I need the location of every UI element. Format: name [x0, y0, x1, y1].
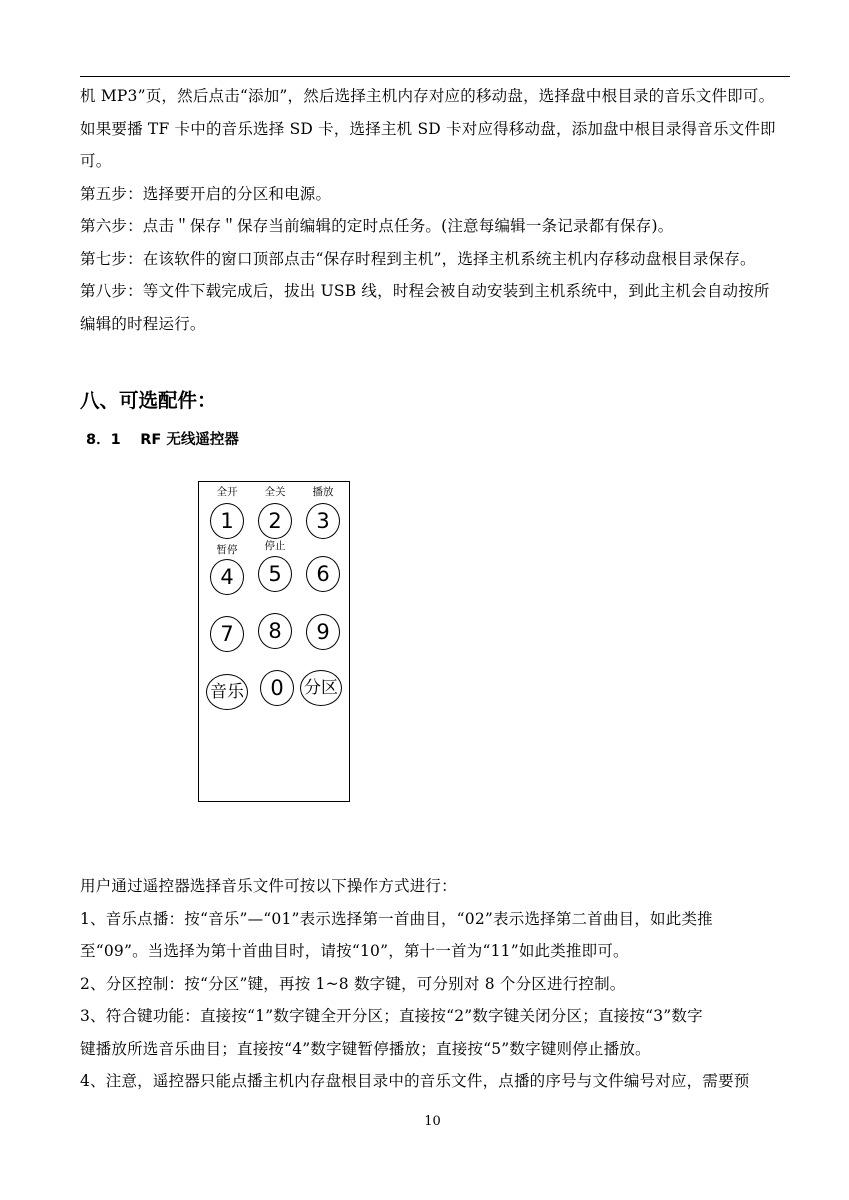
text-line: 可。	[80, 152, 112, 170]
step-eight: 第八步：等文件下载完成后，拔出 USB 线，时程会被自动安装到主机系统中，到此主机会自动按所	[80, 282, 770, 300]
step-seven: 第七步：在该软件的窗口顶部点击“保存时程到主机”，选择主机系统主机内存移动盘根目录保存。	[80, 249, 756, 268]
key-2: 2	[258, 503, 292, 539]
key-5: 5	[258, 556, 292, 592]
key-label-pause: 暂停	[216, 544, 238, 556]
key-3: 3	[306, 503, 340, 539]
text-line: 至“09”。当选择为第十首曲目时，请按“10”，第十一首为“11”如此类推即可。	[80, 942, 629, 960]
key-4: 4	[210, 559, 244, 595]
intro-paragraphs	[80, 80, 796, 340]
key-label-play: 播放	[312, 486, 334, 498]
header-rule	[80, 76, 790, 77]
text-line: 如果要播 TF 卡中的音乐选择 SD 卡，选择主机 SD 卡对应得移动盘，添加盘中根目录得音乐文件即	[80, 119, 776, 138]
key-0: 0	[260, 670, 294, 706]
key-zone: 分区	[300, 670, 342, 706]
key-1: 1	[210, 503, 244, 539]
key-8: 8	[258, 613, 292, 649]
key-label-stop: 停止	[264, 540, 286, 552]
item-zone-control: 2、分区控制：按“分区”键，再按 1~8 数字键，可分别对 8 个分区进行控制。	[80, 974, 626, 993]
key-music: 音乐	[206, 674, 248, 710]
key-9: 9	[306, 614, 340, 650]
section-heading: 八、可选配件：	[80, 389, 217, 412]
remote-control-diagram	[198, 481, 350, 802]
operations-intro: 用户通过遥控器选择音乐文件可按以下操作方式进行：	[80, 877, 457, 895]
page-number: 10	[424, 1114, 441, 1129]
operation-paragraphs	[80, 870, 796, 1098]
step-six: 第六步：点击＂保存＂保存当前编辑的定时点任务。(注意每编辑一条记录都有保存)。	[80, 217, 674, 235]
text-line: 机 MP3”页，然后点击“添加”，然后选择主机内存对应的移动盘，选择盘中根目录的音乐文件即可。	[80, 87, 775, 105]
text-line: 编辑的时程运行。	[80, 314, 206, 333]
item-music-select: 1、音乐点播：按“音乐”—“01”表示选择第一首曲目，“02”表示选择第二首曲目，如此类推	[80, 909, 713, 928]
item-note: 4、注意，遥控器只能点播主机内存盘根目录中的音乐文件，点播的序号与文件编号对应，需要预	[80, 1072, 750, 1090]
key-6: 6	[306, 556, 340, 592]
step-five: 第五步：选择要开启的分区和电源。	[80, 184, 332, 203]
key-label-all-on: 全开	[216, 486, 238, 498]
key-label-all-off: 全关	[264, 486, 286, 498]
key-7: 7	[210, 616, 244, 652]
item-shortcut-keys: 3、符合键功能：直接按“1”数字键全开分区；直接按“2”数字键关闭分区；直接按“3”数字	[80, 1007, 703, 1025]
subsection-heading: 8．1 RF 无线遥控器	[86, 432, 239, 448]
text-line: 键播放所选音乐曲目；直接按“4”数字键暂停播放；直接按“5”数字键则停止播放。	[80, 1039, 651, 1058]
